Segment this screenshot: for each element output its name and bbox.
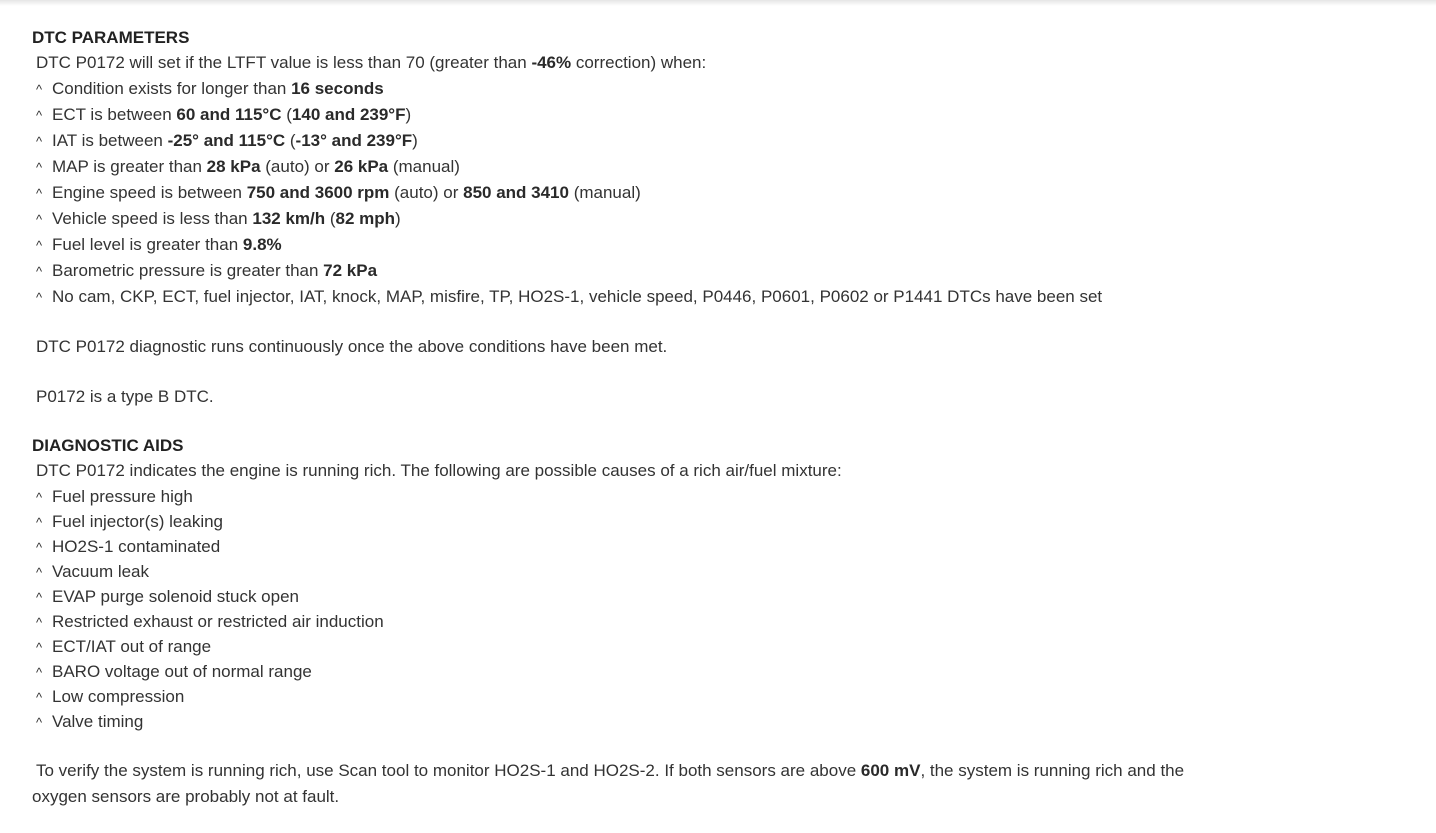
caret-bullet-icon: ^	[36, 540, 43, 555]
condition-item	[32, 284, 1282, 310]
text-run: (auto) or	[389, 183, 464, 202]
text-run: MAP is greater than	[52, 157, 207, 176]
cause-label: Fuel pressure high	[52, 487, 193, 506]
text-run: IAT is between	[52, 131, 168, 150]
cause-item	[32, 684, 1282, 709]
text-run: Vehicle speed is less than	[52, 209, 253, 228]
cause-label: Valve timing	[52, 712, 144, 731]
verify-line-continued: oxygen sensors are probably not at fault.	[32, 787, 340, 806]
caret-bullet-icon: ^	[36, 640, 43, 655]
condition-item	[32, 206, 1282, 232]
condition-item	[32, 76, 1282, 102]
spacer	[32, 360, 1282, 384]
text-run: )	[412, 131, 418, 150]
cause-label: EVAP purge solenoid stuck open	[52, 587, 299, 606]
cause-item	[32, 534, 1282, 559]
text-run: DTC P0172 will set if the LTFT value is less than 70 (greater than	[36, 53, 532, 72]
cause-label: Restricted exhaust or restricted air induction	[52, 612, 384, 631]
caret-bullet-icon: ^	[36, 490, 43, 505]
caret-bullet-icon: ^	[36, 515, 43, 530]
aids-intro: DTC P0172 indicates the engine is running rich. The following are possible causes of a rich air/fuel mixture:	[36, 461, 842, 480]
spacer	[32, 410, 1282, 434]
bold-value: 28 kPa	[206, 157, 261, 176]
text-run: correction) when:	[571, 53, 707, 72]
cause-item	[32, 609, 1282, 634]
text-run: (	[325, 209, 336, 228]
bold-value: 750 and 3600 rpm	[246, 183, 390, 202]
caret-bullet-icon: ^	[36, 264, 43, 279]
cause-item	[32, 484, 1282, 509]
text-run: (	[285, 131, 296, 150]
bold-value: 9.8%	[242, 235, 282, 254]
bold-value: 82 mph	[335, 209, 396, 228]
cause-item	[32, 509, 1282, 534]
cause-item	[32, 559, 1282, 584]
bold-value: 132 km/h	[252, 209, 326, 228]
top-shadow	[0, 0, 1436, 6]
section-heading-dtc-parameters: DTC PARAMETERS	[32, 28, 190, 47]
caret-bullet-icon: ^	[36, 160, 43, 175]
caret-bullet-icon: ^	[36, 238, 43, 253]
caret-bullet-icon: ^	[36, 565, 43, 580]
cause-item	[32, 634, 1282, 659]
caret-bullet-icon: ^	[36, 690, 43, 705]
text-run: To verify the system is running rich, use Scan tool to monitor HO2S-1 and HO2S-2. If both sensors are above	[36, 761, 861, 780]
text-run: Fuel level is greater than	[52, 235, 243, 254]
condition-item	[32, 128, 1282, 154]
cause-item	[32, 709, 1282, 734]
cause-label: HO2S-1 contaminated	[52, 537, 221, 556]
caret-bullet-icon: ^	[36, 715, 43, 730]
bold-value: 60 and 115°C	[176, 105, 282, 124]
spacer	[32, 734, 1282, 758]
bold-value: 850 and 3410	[463, 183, 569, 202]
text-run: (	[281, 105, 292, 124]
bold-value: 26 kPa	[334, 157, 389, 176]
caret-bullet-icon: ^	[36, 590, 43, 605]
caret-bullet-icon: ^	[36, 665, 43, 680]
text-run: )	[405, 105, 412, 124]
conditions-list	[32, 76, 1282, 310]
dtc-type-note: P0172 is a type B DTC.	[36, 387, 214, 406]
condition-item	[32, 154, 1282, 180]
text-run: (manual)	[388, 157, 460, 176]
bold-value: 140 and 239°F	[291, 105, 406, 124]
bold-value: -25° and 115°C	[167, 131, 286, 150]
cause-label: Vacuum leak	[52, 562, 150, 581]
cause-item	[32, 659, 1282, 684]
parameters-intro	[32, 50, 1282, 76]
caret-bullet-icon: ^	[36, 186, 43, 201]
causes-list	[32, 484, 1282, 734]
bold-value: 600 mV	[860, 761, 921, 780]
condition-item	[32, 232, 1282, 258]
cause-label: Low compression	[52, 687, 185, 706]
cause-label: BARO voltage out of normal range	[52, 662, 312, 681]
caret-bullet-icon: ^	[36, 108, 43, 123]
verify-paragraph	[32, 758, 1232, 810]
caret-bullet-icon: ^	[36, 615, 43, 630]
text-run: Barometric pressure is greater than	[52, 261, 324, 280]
bold-value: 72 kPa	[323, 261, 378, 280]
text-run: ECT is between	[52, 105, 177, 124]
caret-bullet-icon: ^	[36, 212, 43, 227]
text-run: Engine speed is between	[52, 183, 247, 202]
text-run: , the system is running rich and the	[920, 761, 1185, 780]
text-run: (manual)	[568, 183, 641, 202]
text-run: No cam, CKP, ECT, fuel injector, IAT, knock, MAP, misfire, TP, HO2S-1, vehicle speed, P0446, P0601, P0602 or P1441 DTCs have been set	[52, 287, 1103, 306]
bold-value: -46%	[531, 53, 572, 72]
continuous-note: DTC P0172 diagnostic runs continuously once the above conditions have been met.	[36, 337, 668, 356]
caret-bullet-icon: ^	[36, 290, 43, 305]
bold-value: 16 seconds	[291, 79, 384, 98]
caret-bullet-icon: ^	[36, 134, 43, 149]
cause-label: ECT/IAT out of range	[52, 637, 212, 656]
document-content	[32, 26, 1282, 810]
bold-value: -13° and 239°F	[295, 131, 413, 150]
text-run: Condition exists for longer than	[52, 79, 292, 98]
section-heading-diagnostic-aids: DIAGNOSTIC AIDS	[32, 436, 184, 455]
cause-item	[32, 584, 1282, 609]
text-run: (auto) or	[260, 157, 335, 176]
verify-line	[32, 758, 1232, 784]
spacer	[32, 310, 1282, 334]
condition-item	[32, 258, 1282, 284]
cause-label: Fuel injector(s) leaking	[52, 512, 224, 531]
condition-item	[32, 102, 1282, 128]
caret-bullet-icon: ^	[36, 82, 43, 97]
text-run: )	[395, 209, 401, 228]
condition-item	[32, 180, 1282, 206]
